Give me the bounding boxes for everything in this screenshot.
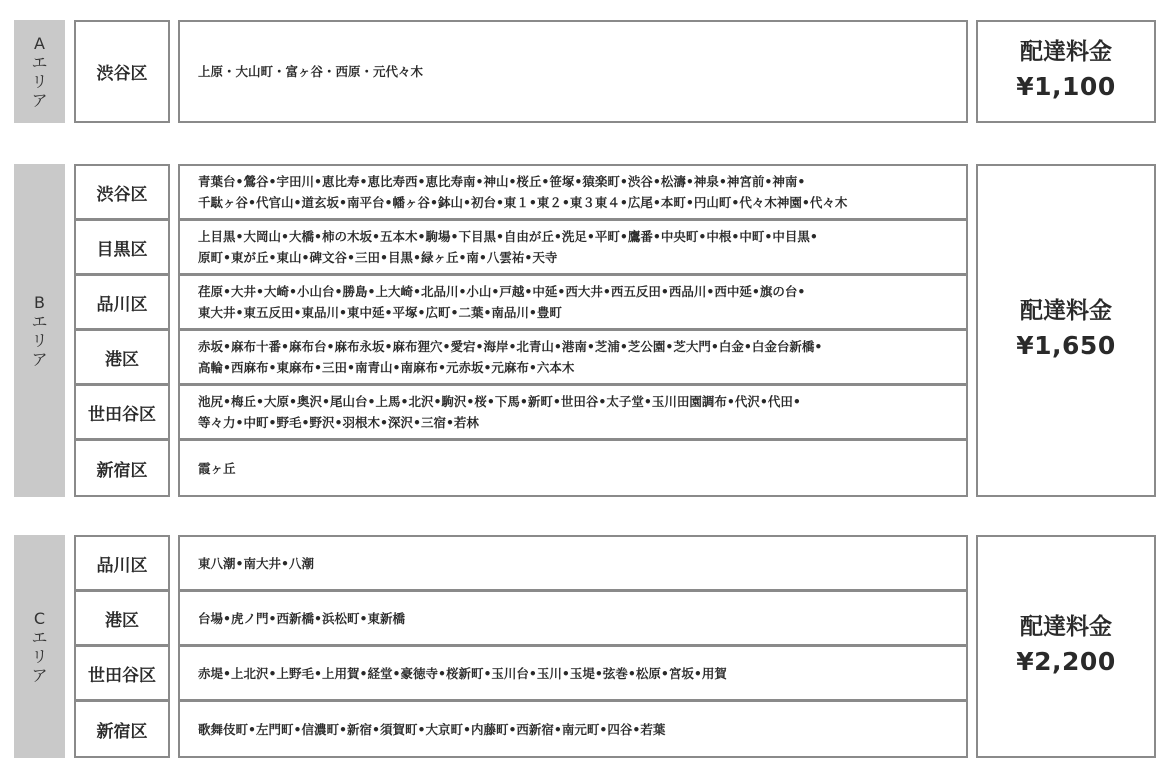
- area-b-label: B エ リ ア: [14, 164, 65, 497]
- ward-name: 港区: [74, 590, 170, 646]
- town-list: 上目黒•大岡山•大橋•柿の木坂•五本木•駒場•下目黒•自由が丘•洗足•平町•鷹番•中央町•中根•中町•中目黒• 原町•東が丘•東山•碑文谷•三田•目黒•緑ヶ丘•南•八雲祐•天寺: [178, 219, 968, 275]
- ward-name: 渋谷区: [74, 164, 170, 220]
- town-list: 赤堤•上北沢•上野毛•上用賀•経堂•豪徳寺•桜新町•玉川台•玉川•玉堤•弦巻•松原•宮坂•用賀: [178, 645, 968, 701]
- ward-name: 新宿区: [74, 439, 170, 497]
- town-list: 霞ヶ丘: [178, 439, 968, 497]
- fee-label: 配達料金: [1020, 297, 1112, 324]
- ward-name: 品川区: [74, 274, 170, 330]
- town-list: 東八潮•南大井•八潮: [178, 535, 968, 591]
- town-list: 荏原•大井•大崎•小山台•勝島•上大崎•北品川•小山•戸越•中延•西大井•西五反田•西品川•西中延•旗の台• 東大井•東五反田•東品川•東中延•平塚•広町•二葉•南品川•豊町: [178, 274, 968, 330]
- delivery-fee-a: [976, 20, 1156, 123]
- town-list: 台場•虎ノ門•西新橋•浜松町•東新橋: [178, 590, 968, 646]
- delivery-fee-c: [976, 535, 1156, 758]
- ward-name: 港区: [74, 329, 170, 385]
- town-list: 上原・大山町・富ヶ谷・西原・元代々木: [178, 20, 968, 123]
- ward-name: 世田谷区: [74, 645, 170, 701]
- ward-name: 新宿区: [74, 700, 170, 758]
- ward-name: 渋谷区: [74, 20, 170, 123]
- area-c-label: C エ リ ア: [14, 535, 65, 758]
- ward-name: 目黒区: [74, 219, 170, 275]
- town-list: 歌舞伎町•左門町•信濃町•新宿•須賀町•大京町•内藤町•西新宿•南元町•四谷•若葉: [178, 700, 968, 758]
- fee-label: 配達料金: [1020, 613, 1112, 640]
- town-list: 池尻•梅丘•大原•奥沢•尾山台•上馬•北沢•駒沢•桜•下馬•新町•世田谷•太子堂•玉川田園調布•代沢•代田• 等々力•中町•野毛•野沢•羽根木•深沢•三宿•若林: [178, 384, 968, 440]
- fee-label: 配達料金: [1020, 38, 1112, 65]
- delivery-fee-b: [976, 164, 1156, 497]
- ward-name: 世田谷区: [74, 384, 170, 440]
- fee-price: ¥2,200: [1016, 646, 1116, 676]
- fee-price: ¥1,100: [1016, 71, 1116, 101]
- ward-name: 品川区: [74, 535, 170, 591]
- town-list: 赤坂•麻布十番•麻布台•麻布永坂•麻布狸穴•愛宕•海岸•北青山•港南•芝浦•芝公園•芝大門•白金•白金台新橋• 高輪•西麻布•東麻布•三田•南青山•南麻布•元赤坂•元麻布•六本木: [178, 329, 968, 385]
- area-a-label: A エ リ ア: [14, 20, 65, 123]
- town-list: 青葉台•鶯谷•宇田川•恵比寿•恵比寿西•恵比寿南•神山•桜丘•笹塚•猿楽町•渋谷•松濤•神泉•神宮前•神南• 千駄ヶ谷•代官山•道玄坂•南平台•幡ヶ谷•鉢山•初台•東１•東２•東３東４•広尾•本町•円山町•代々木神園•代々木: [178, 164, 968, 220]
- fee-price: ¥1,650: [1016, 330, 1116, 360]
